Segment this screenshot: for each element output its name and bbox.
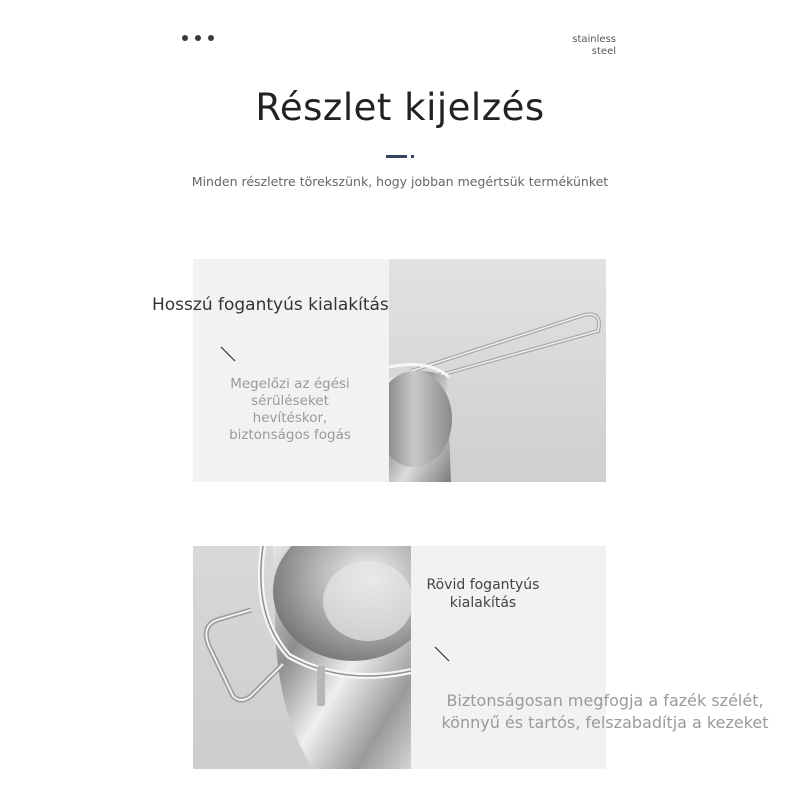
feature-card-long-handle xyxy=(193,259,606,482)
feature2-heading xyxy=(418,576,548,612)
slash-divider-icon xyxy=(434,646,450,662)
feature-text-panel xyxy=(193,259,389,482)
brand-tag xyxy=(556,34,616,58)
long-handle-pot-image xyxy=(389,259,606,482)
dot xyxy=(182,35,188,41)
dot xyxy=(195,35,201,41)
feature2-heading-line: kialakítás xyxy=(449,595,517,611)
feature1-description-line: sérüléseket xyxy=(251,393,329,409)
short-handle-pot-image xyxy=(193,546,411,769)
feature2-heading-line: Rövid fogantyús xyxy=(426,577,540,593)
title-underline-dot xyxy=(411,155,414,158)
page-subtitle: Minden részletre törekszünk, hogy jobban megértsük termékünket xyxy=(191,174,609,189)
feature2-description xyxy=(430,690,780,734)
dot xyxy=(208,35,214,41)
feature1-description xyxy=(215,376,365,444)
feature1-heading: Hosszú fogantyús kialakítás xyxy=(152,295,389,315)
title-underline xyxy=(386,155,407,158)
menu-dots-icon xyxy=(182,35,214,41)
brand-line-1: stainless xyxy=(572,34,616,45)
feature2-description-line: könnyű és tartós, felszabadítja a kezeket xyxy=(441,713,769,732)
feature2-description-line: Biztonságosan megfogja a fazék szélét, xyxy=(446,691,764,710)
feature1-description-line: hevítéskor, xyxy=(252,410,328,426)
slash-divider-icon xyxy=(220,346,236,362)
feature1-description-line: biztonságos fogás xyxy=(229,427,351,443)
page-title: Részlet kijelzés xyxy=(255,86,545,129)
feature1-description-line: Megelőzi az égési xyxy=(230,376,350,392)
brand-line-2: steel xyxy=(591,46,616,57)
